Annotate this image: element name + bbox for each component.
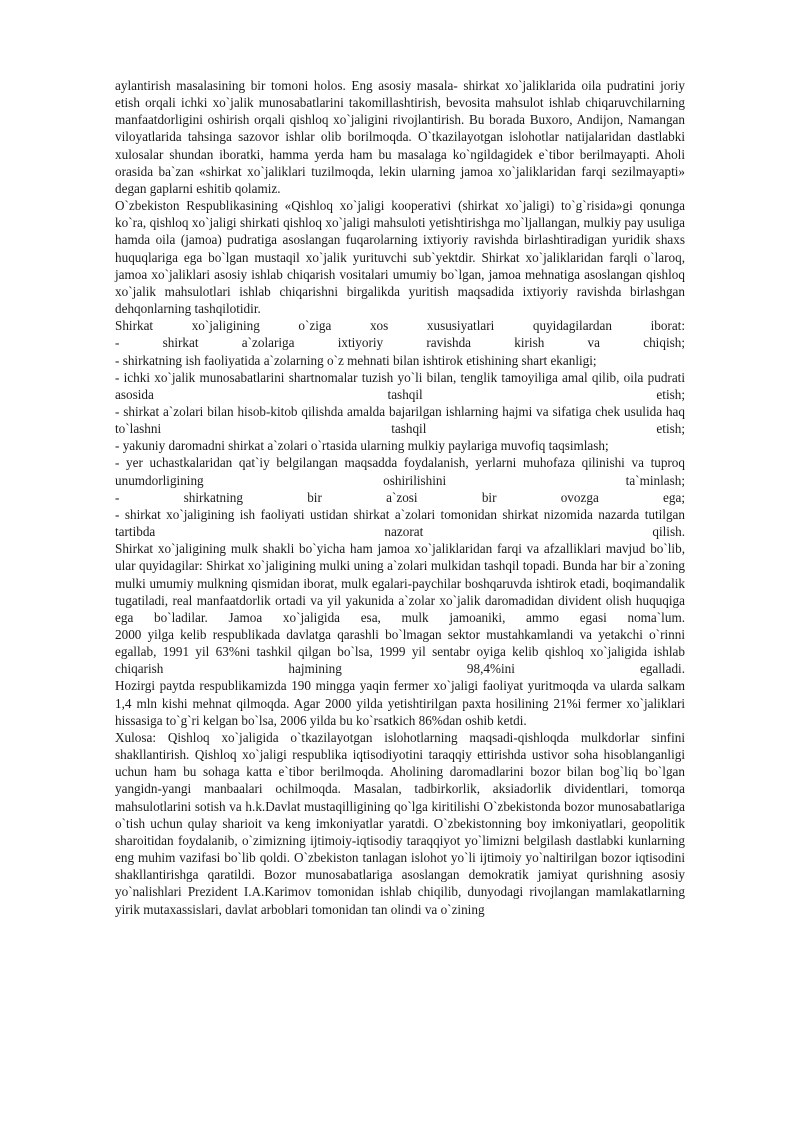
list-item: - shirkat a`zolari bilan hisob-kitob qilishda amalda bajarilgan ishlarning hajmi va sifatiga chek usulida haq to`lashni tashqil etish;: [115, 403, 685, 437]
list-item: - shirkatning bir a`zosi bir ovozga ega;: [115, 489, 685, 505]
list-item: - ichki xo`jalik munosabatlarini shartnomalar tuzish yo`li bilan, tenglik tamoyiliga amal qilib, oila pudrati asosida tashqil etish;: [115, 369, 685, 402]
list-item: - shirkatning ish faoliyatida a`zolarning o`z mehnati bilan ishtirok etishining shart ekanligi;: [115, 352, 597, 368]
list-heading: Shirkat xo`jaligining o`ziga xos xususiyatlari quyidagilardan iborat:: [115, 318, 685, 334]
paragraph-conclusion: Xulosa: Qishloq xo`jaligida o`tkazilayotgan islohotlarning maqsadi-qishloqda mulkdorlar sinfini shakllantirish. Qishloq xo`jaligi respublika iqtisodiyotini taraqqiy ettirishda ustivor soha hisoblanganligi uchun ham bu sohaga katta e`tibor berilmoqda. Aholining daromadlarini bozor bilan bog`liq bo`lgan yangidn-yangi manbaalari ochilmoqda. Masalan, tadbirkorlik, aksiadorlik dividentlari, tomorqa mahsulotlarini sotish va h.k.Davlat mustaqilligining qo`lga kiritilishi O`zbekistonda bozor munosabatlariga o`tish uchun qulay sharioit va keng imkoniyatlar yaratdi. O`zbekistonning boy imkoniyatlari, geopolitik sharoitidan foydalanib, o`zimizning ijtimoiy-iqtisodiy taraqqiyot yo`limizni belgilash dastlabki kunlarning eng muhim vazifasi bo`lib qoldi. O`zbekiston tanlagan islohot yo`li ijtimoiy yo`naltirilgan bozor iqtisodini shakllantirishga qaratildi. Bozor munosabatlariga asoslangan demokratik jamiyat qurishning asosiy yo`nalishlari Prezident I.A.Karimov tomonidan ishlab chiqilib, dunyodagi rivojlangan mamlakatlarning yirik mutaxassislari, davlat arboblari tomonidan tan olindi va o`zining: [115, 729, 685, 917]
list-item: - yer uchastkalaridan qat`iy belgilangan maqsadda foydalanish, yerlarni muhofaza qilinishi va tuproq unumdorligining oshirilishini ta`minlash;: [115, 455, 685, 488]
list-item: - shirkat a`zolariga ixtiyoriy ravishda kirish va chiqish;: [115, 335, 685, 351]
document-page: [115, 77, 685, 918]
paragraph-private-sector: 2000 yilga kelib respublikada davlatga qarashli bo`lmagan sektor mustahkamlandi va yetakchi o`rinni egallab, 1991 yil 63%ni tashkil qilgan bo`lsa, 1999 yil sentabr oyiga kelib qishloq xo`jaligida ishlab chiqarish hajmining 98,4%ini egalladi.: [115, 627, 685, 677]
list-item: - yakuniy daromadni shirkat a`zolari o`rtasida ularning mulkiy paylariga muvofiq taqsimlash;: [115, 438, 609, 454]
list-item: - shirkat xo`jaligining ish faoliyati ustidan shirkat a`zolari tomonidan shirkat nizomida nazarda tutilgan tartibda nazorat qilish.: [115, 506, 685, 540]
paragraph-ownership: Shirkat xo`jaligining mulk shakli bo`yicha ham jamoa xo`jaliklaridan farqi va afzalliklari mavjud bo`lib, ular quyidagilar: Shirkat xo`jaligining mulki uning a`zolari mulkidan tashqil topadi. Bunda har bir a`zoning mulki umumiy mulkning qismidan iborat, mulk egalari-paychilar boshqaruvda ishtirok etadi, boqimandalik tugatiladi, real manfaatdorlik ortadi va yil yakunida a`zolar xo`jalik daromadidan divident olish huquqiga ega bo`ladilar. Jamoa xo`jaligida esa, mulk jamoaniki, ammo egasi noma`lum.: [115, 541, 685, 625]
paragraph-family-contract: aylantirish masalasining bir tomoni holos. Eng asosiy masala- shirkat xo`jaliklarida oila pudratini joriy etish orqali ichki xo`jalik munosabatlarini takomillashtirish, bevosita mahsulot ishlab chiqaruvchilarning manfaatdorligini oshirish orqali qishloq xo`jaligini rivojlantirish. Bu borada Buxoro, Andijon, Namangan viloyatlarida tahsinga sazovor ishlar olib borilmoqda. O`tkazilayotgan islohotlar natijalaridan dastlabki xulosalar shundan iboratki, hamma yerda ham bu masalaga ko`ngildagidek e`tibor berilmayapti. Aholi orasida ba`zan «shirkat xo`jaliklari tuzilmoqda, lekin ularning jamoa xo`jaliklaridan farqi sezilmayapti» degan gaplarni eshitib qolamiz.: [115, 78, 685, 196]
paragraph-farms: Hozirgi paytda respublikamizda 190 mingga yaqin fermer xo`jaligi faoliyat yuritmoqda va ularda salkam 1,4 mln kishi mehnat qilmoqda. Agar 2000 yilda yetishtirilgan paxta hosilining 21%i fermer xo`jaliklari hissasiga to`g`ri kelgan bo`lsa, 2006 yilda bu ko`rsatkich 86%dan oshib ketdi.: [115, 678, 685, 728]
paragraph-cooperative-law: O`zbekiston Respublikasining «Qishloq xo`jaligi kooperativi (shirkat xo`jaligi) to`g`risida»gi qonunga ko`ra, qishloq xo`jaligi shirkati qishloq xo`jaligi mahsuloti yetishtirishga mo`ljallangan, mulkiy pay usuliga hamda oila (jamoa) pudratiga asoslangan fuqarolarning ixtiyoriy ravishda birlashtiradigan yuridik shaxs huquqlariga ega bo`lgan mustaqil xo`jalik yurituvchi sub`yektdir. Shirkat xo`jaliklaridan farqli o`laroq, jamoa xo`jaliklari asosiy ishlab chiqarish vositalari umumiy bo`lgan, jamoa mehnatiga asoslangan qishloq xo`jalik mahsulotlari ishlab chiqarishni birgalikda yuritish maqsadida ixtiyoriy ravishda birlashgan dehqonlarning tashqilotidir.: [115, 198, 685, 317]
